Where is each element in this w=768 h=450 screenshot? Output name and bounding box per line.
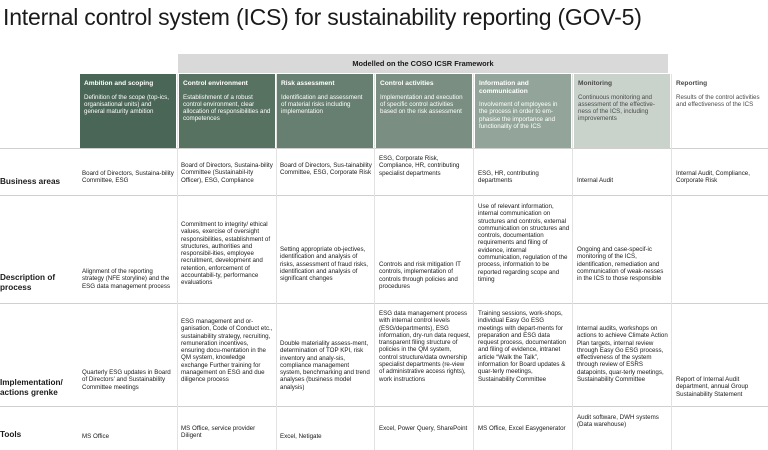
- page-title: Internal control system (ICS) for sustainability reporting (GOV-5): [3, 4, 642, 30]
- column-description: Definition of the scope (top-ics, organisational units) and general maturity ambition: [84, 93, 169, 115]
- column-divider: [671, 74, 672, 450]
- table-cell: ESG management and or-ganisation, Code of Conduct etc., sustainability strategy, recruiting, remuneration incentives, ensuring docu-mentation in the QM system, knowledge exchange Further training for management on ESG and due diligence process: [181, 318, 273, 384]
- table-cell: MS Office, service provider Diligent: [181, 425, 256, 440]
- column-divider: [572, 74, 573, 450]
- table-cell: Excel, Netigate: [280, 433, 322, 440]
- table-cell: Alignment of the reporting strategy (NFE storyline) and the ESG data management process: [82, 268, 171, 290]
- column-description: Establishment of a robust control environment, clear allocation of responsibilities and competences: [183, 93, 271, 123]
- column-header-risk-assessment: [277, 74, 373, 148]
- column-header-information-communication: [475, 74, 571, 148]
- column-header-control-environment: [179, 74, 275, 148]
- column-divider: [374, 74, 375, 450]
- table-cell: Quarterly ESG updates in Board of Directors' and Sustainability Committee meetings: [82, 369, 171, 391]
- table-cell: ESG data management process with internal control levels (ESG/departments), ESG information, dry-run data request, transparent filing structure of policies in the QM system, control structure/data ownership specialist departments (re-view of administrative access rights), work instructions: [379, 310, 471, 383]
- table-cell: Audit software, DWH systems (Data warehouse): [577, 414, 659, 429]
- row-divider: [0, 148, 768, 149]
- column-divider: [473, 74, 474, 450]
- table-cell: ESG, HR, contributing departments: [478, 170, 539, 185]
- framework-banner: Modelled on the COSO ICSR Framework: [178, 54, 668, 73]
- table-cell: ESG, Corporate Risk, Compliance, HR, contributing specialist departments: [379, 155, 460, 177]
- column-title: Control environment: [183, 80, 248, 87]
- column-header-ambition-scoping: [80, 74, 176, 148]
- table-cell: Report of Internal Audit department, annual Group Sustainability Statement: [676, 376, 749, 398]
- table-cell: Board of Directors, Sustaina-bility Committee, ESG: [82, 170, 174, 185]
- table-cell: Setting appropriate ob-jectives, identification and analysis of risks, assessment of fraud risks, identification and analysis of significant changes: [280, 246, 369, 283]
- table-cell: Internal Audit, Compliance, Corporate Risk: [676, 170, 750, 185]
- row-label-tools: Tools: [0, 430, 22, 439]
- table-cell: Excel, Power Query, SharePoint: [379, 425, 468, 432]
- table-cell: Internal audits, workshops on actions to achieve Climate Action Plan targets, internal review through Easy Go ESG process, effectiveness of the system through review of ESRS datapoints, quar-terly meetings, Sustainability Committee: [577, 325, 668, 384]
- table-cell: Internal Audit: [577, 177, 614, 184]
- column-divider: [177, 74, 178, 450]
- column-title: Ambition and scoping: [84, 80, 154, 87]
- row-label-implementation-actions: Implementation/ actions grenke: [0, 378, 63, 397]
- row-divider: [0, 303, 768, 304]
- table-cell: Use of relevant information, internal communication on structures and controls, external communication on structures and controls, documentation requirements and filing of evidence, internal communication, regulation of the process, information to be reported regarding scope and timing: [478, 203, 570, 283]
- column-title: Monitoring: [578, 80, 613, 87]
- table-cell: Controls and risk mitigation IT controls, implementation of controls through policies and procedures: [379, 261, 461, 290]
- column-title: Information and communication: [479, 80, 529, 95]
- table-cell: Board of Directors, Sustaina-bility Committee (Sustainabil-ity Officer), ESG, Compliance: [181, 162, 273, 184]
- column-header-monitoring: [574, 74, 670, 148]
- column-title: Control activities: [380, 80, 434, 87]
- column-title: Reporting: [676, 80, 708, 87]
- row-divider: [0, 195, 768, 196]
- row-label-description-of-process: Description of process: [0, 273, 56, 292]
- column-title: Risk assessment: [281, 80, 335, 87]
- column-description: Implementation and execution of specific control activities based on the risk assessment: [380, 93, 463, 115]
- table-cell: Commitment to integrity/ ethical values, exercise of oversight responsibilities, establishment of structures, authorities and responsibil-ities, employee recruitment, development and retention, enforcement of accountabili-ty, performance evaluations: [181, 221, 271, 287]
- column-description: Identification and assessment of material risks including implementation: [281, 93, 363, 115]
- table-cell: Ongoing and case-specif-ic monitoring of the ICS, identification, remediation and communication of weak-nesses in the ICS to those responsible: [577, 246, 664, 283]
- column-header-control-activities: [376, 74, 472, 148]
- table-cell: Double materiality assess-ment, determination of TOP KPI, risk inventory and analy-sis, compliance management system, benchmarking and trend analyses (business model analysis): [280, 340, 370, 391]
- row-label-business-areas: Business areas: [0, 177, 61, 186]
- column-description: Results of the control activities and effectiveness of the ICS: [676, 93, 760, 108]
- table-cell: MS Office, Excel Easygenerator: [478, 425, 566, 432]
- column-description: Continuous monitoring and assessment of the effective-ness of the ICS, including improvements: [578, 93, 655, 123]
- column-description: Involvement of employees in the process in order to em-phasise the importance and functionality of the ICS: [479, 101, 558, 130]
- table-cell: Board of Directors, Sus-tainability Committee, ESG, Corporate Risk: [280, 162, 372, 177]
- column-header-reporting: [672, 74, 766, 148]
- table-cell: MS Office: [82, 433, 110, 440]
- column-divider: [276, 74, 277, 450]
- table-cell: Training sessions, work-shops, individual Easy Go ESG meetings with depart-ments for preparation and ESG data request process, documentation and filing of evidence, intranet article “Walk the Talk”, information for Board updates & quar-terly meetings, Sustainability Committee: [478, 310, 567, 383]
- row-divider: [0, 406, 768, 407]
